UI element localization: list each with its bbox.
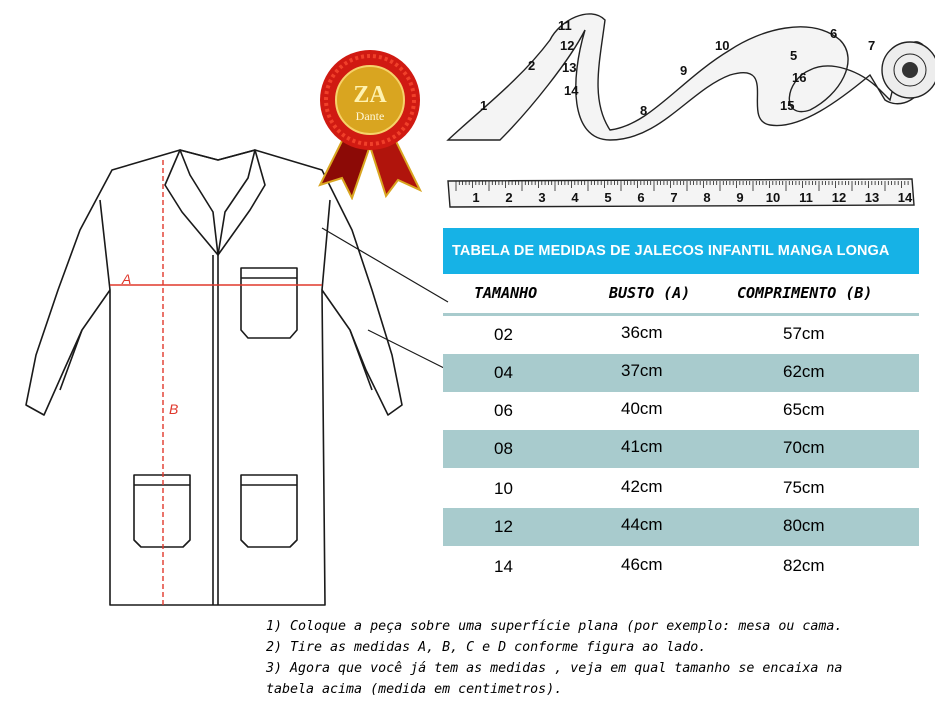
header-length: COMPRIMENTO (B): [737, 284, 873, 302]
tape-number: 1: [472, 190, 480, 205]
right-lapel: [218, 150, 265, 255]
size-cell: 02: [494, 325, 513, 344]
instructions: [266, 616, 942, 700]
table-row: [443, 430, 919, 468]
length-cell: 75cm: [783, 478, 825, 497]
bust-cell: 36cm: [621, 323, 663, 342]
right-sleeve: [322, 200, 372, 390]
tape-number: 2: [505, 190, 513, 205]
length-cell: 82cm: [783, 556, 825, 575]
table-row: [443, 354, 919, 392]
collar: [165, 150, 218, 255]
size-cell: 04: [494, 363, 513, 382]
length-cell: 62cm: [783, 362, 825, 381]
tape-number: 8: [703, 190, 711, 205]
tape-number: 12: [831, 190, 847, 205]
instruction-line: 2) Tire as medidas A, B, C e D conforme figura ao lado.: [266, 640, 707, 655]
tape-num: 7: [868, 38, 876, 53]
tape-num: 13: [562, 60, 577, 75]
tape-number: 9: [736, 190, 744, 205]
right-bottom-pocket: [241, 475, 297, 547]
tape-num: 15: [780, 98, 795, 113]
instruction-line: 3) Agora que você já tem as medidas , veja em qual tamanho se encaixa na: [266, 661, 843, 676]
header-size: TAMANHO: [474, 284, 538, 302]
table-row: [443, 392, 919, 430]
size-cell: 12: [494, 517, 513, 536]
table-row: [443, 316, 919, 354]
length-cell: 65cm: [783, 400, 825, 419]
tape-num: 16: [792, 70, 807, 85]
label-b: B: [169, 401, 179, 417]
tape-num: 5: [790, 48, 798, 63]
size-cell: 08: [494, 439, 513, 458]
tape-num: 1: [480, 98, 488, 113]
tape-num: 2: [528, 58, 536, 73]
bust-cell: 46cm: [621, 555, 663, 574]
tape-number: 6: [637, 190, 645, 205]
table-row: [443, 508, 919, 546]
bust-cell: 37cm: [621, 361, 663, 380]
chest-pocket: [241, 268, 297, 338]
size-table-header: [443, 284, 919, 310]
table-row: [443, 548, 919, 586]
tape-number: 10: [765, 190, 781, 205]
bust-cell: 40cm: [621, 399, 663, 418]
tape-number: 7: [670, 190, 678, 205]
table-row: [443, 470, 919, 508]
bust-cell: 44cm: [621, 515, 663, 534]
tape-num: 10: [715, 38, 730, 53]
label-a: A: [122, 271, 132, 287]
bust-cell: 41cm: [621, 437, 663, 456]
header-bust: BUSTO (A): [609, 284, 691, 302]
straight-tape-measure: [444, 175, 916, 211]
tape-number: 14: [897, 190, 913, 205]
length-cell: 80cm: [783, 516, 825, 535]
tape-num: 12: [560, 38, 575, 53]
tape-number: 13: [864, 190, 880, 205]
tape-number: 4: [571, 190, 579, 205]
tape-number: 5: [604, 190, 612, 205]
bust-cell: 42cm: [621, 477, 663, 496]
brand-name: Dante: [355, 109, 385, 123]
size-cell: 14: [494, 557, 513, 576]
size-table-title: TABELA DE MEDIDAS DE JALECOS INFANTIL MANGA LONGA: [443, 228, 919, 274]
size-cell: 06: [494, 401, 513, 420]
tape-number: 3: [538, 190, 546, 205]
pointer-line-top: [322, 228, 448, 302]
curled-tape-measure: [440, 0, 935, 170]
left-bottom-pocket: [134, 475, 190, 547]
center-placket: [213, 255, 218, 605]
tape-number: 11: [799, 190, 813, 205]
instruction-line: 1) Coloque a peça sobre uma superfície plana (por exemplo: mesa ou cama.: [266, 619, 843, 634]
length-cell: 70cm: [783, 438, 825, 457]
tape-num: 11: [558, 18, 572, 33]
medal-badge: [310, 30, 430, 200]
logo-text: ZA: [353, 82, 387, 108]
tape-num: 8: [640, 103, 648, 118]
tape-num: 14: [564, 83, 579, 98]
tape-num: 9: [680, 63, 688, 78]
instruction-line: tabela acima (medida em centimetros).: [266, 682, 563, 697]
pointer-line-bottom: [368, 330, 448, 370]
tape-num: 6: [830, 26, 838, 41]
size-cell: 10: [494, 479, 513, 498]
length-cell: 57cm: [783, 324, 825, 343]
